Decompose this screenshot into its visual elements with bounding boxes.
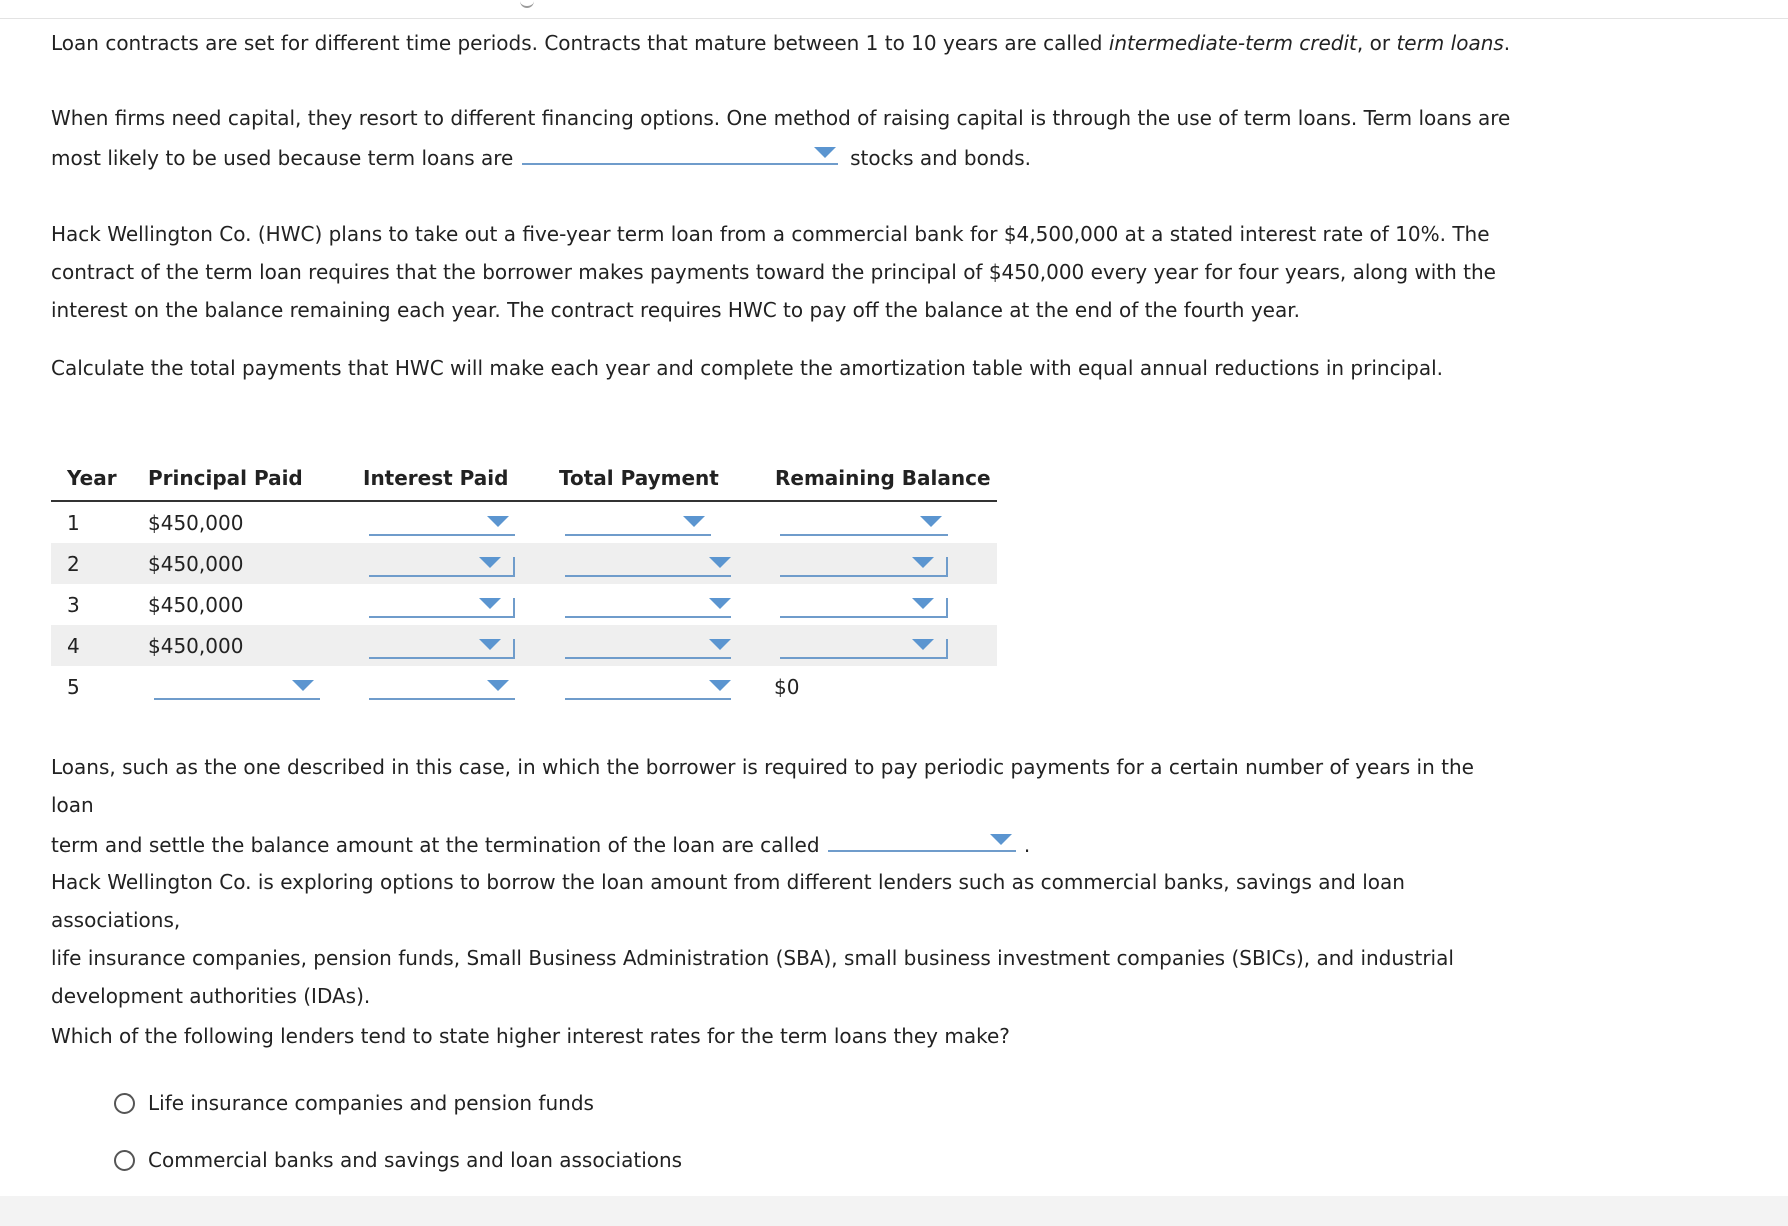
chevron-down-icon <box>920 516 942 527</box>
dropdown-edge <box>946 598 948 618</box>
rates-question <box>51 1017 1511 1055</box>
chevron-down-icon <box>709 557 731 568</box>
balance-dropdown-year-2[interactable] <box>780 549 948 577</box>
loans-question-line2-after: . <box>1023 833 1031 857</box>
financing-line1: When firms need capital, they resort to different financing options. One method of raising capital is through the use of term loans. Term loans are <box>51 106 1511 130</box>
dropdown-edge <box>946 639 948 659</box>
year-cell: 1 <box>67 511 80 535</box>
radio-button[interactable] <box>114 1093 135 1114</box>
option-label: Commercial banks and savings and loan associations <box>148 1148 683 1172</box>
financing-line2-before: most likely to be used because term loans are <box>51 146 514 170</box>
radio-button[interactable] <box>114 1150 135 1171</box>
financing-line2-after: stocks and bonds. <box>850 146 1031 170</box>
year-cell: 5 <box>67 675 80 699</box>
top-toolbar <box>0 0 1788 19</box>
header-interest-paid: Interest Paid <box>363 466 509 490</box>
interest-dropdown-year-4[interactable] <box>369 631 515 659</box>
scenario-line1: Hack Wellington Co. (HWC) plans to take out a five-year term loan from a commercial bank for $4,500,000 at a stated interest rate of 10%. The <box>51 222 1490 246</box>
lenders-line2: life insurance companies, pension funds, Small Business Administration (SBA), small business investment companies (SBICs), and industrial <box>51 946 1454 970</box>
financing-paragraph <box>51 99 1511 177</box>
interest-dropdown-year-5[interactable] <box>369 672 515 700</box>
intro-term-intermediate: intermediate-term credit <box>1108 31 1357 55</box>
chevron-down-icon <box>479 598 501 609</box>
scenario-paragraph <box>51 215 1511 329</box>
intro-paragraph <box>51 24 1511 62</box>
principal-cell: $450,000 <box>148 634 244 658</box>
chevron-down-icon <box>709 680 731 691</box>
loans-question-line2-before: term and settle the balance amount at the termination of the loan are called <box>51 833 820 857</box>
table-row-year-3 <box>51 584 997 625</box>
chevron-down-icon <box>479 639 501 650</box>
total-dropdown-year-1[interactable] <box>565 508 711 536</box>
option-commercial-banks-sl[interactable] <box>114 1148 682 1172</box>
scenario-line3: interest on the balance remaining each year. The contract requires HWC to pay off the balance at the end of the fourth year. <box>51 298 1300 322</box>
header-year: Year <box>67 466 117 490</box>
total-dropdown-year-5[interactable] <box>565 672 731 700</box>
scenario-line2: contract of the term loan requires that the borrower makes payments toward the principal of $450,000 every year for four years, along with the <box>51 260 1496 284</box>
chevron-down-icon <box>683 516 705 527</box>
dropdown-edge <box>946 557 948 577</box>
interest-dropdown-year-2[interactable] <box>369 549 515 577</box>
header-principal-paid: Principal Paid <box>148 466 303 490</box>
year-cell: 4 <box>67 634 80 658</box>
loan-type-dropdown[interactable] <box>828 824 1016 852</box>
intro-text-before: Loan contracts are set for different time periods. Contracts that mature between 1 to 10 years are called <box>51 31 1109 55</box>
dropdown-edge <box>513 598 515 618</box>
intro-text-end: . <box>1503 31 1511 55</box>
lenders-line1: Hack Wellington Co. is exploring options to borrow the loan amount from different lenders such as commercial banks, savings and loan associations, <box>51 870 1405 932</box>
dropdown-edge <box>513 639 515 659</box>
interest-dropdown-year-3[interactable] <box>369 590 515 618</box>
table-row-year-5 <box>51 666 997 707</box>
chevron-down-icon <box>912 639 934 650</box>
balance-dropdown-year-3[interactable] <box>780 590 948 618</box>
year-cell: 2 <box>67 552 80 576</box>
chevron-down-icon <box>912 598 934 609</box>
principal-cell: $450,000 <box>148 511 244 535</box>
instruction-line: Calculate the total payments that HWC will make each year and complete the amortization table with equal annual reductions in principal. <box>51 356 1443 380</box>
chevron-down-icon <box>479 557 501 568</box>
table-row-year-4 <box>51 625 997 666</box>
chevron-down-icon <box>709 598 731 609</box>
instruction-text <box>51 349 1511 387</box>
dropdown-edge <box>513 557 515 577</box>
balance-cell-year-5: $0 <box>774 675 800 699</box>
lenders-line3: development authorities (IDAs). <box>51 984 371 1008</box>
total-dropdown-year-4[interactable] <box>565 631 731 659</box>
term-loans-compare-dropdown[interactable] <box>522 137 838 165</box>
intro-term-loans: term loans <box>1396 31 1504 55</box>
header-total-payment: Total Payment <box>559 466 719 490</box>
principal-cell: $450,000 <box>148 593 244 617</box>
amortization-table <box>51 462 997 707</box>
interest-dropdown-year-1[interactable] <box>369 508 515 536</box>
chevron-down-icon <box>709 639 731 650</box>
year-cell: 3 <box>67 593 80 617</box>
option-label: Life insurance companies and pension funds <box>148 1091 594 1115</box>
lenders-paragraph <box>51 863 1511 1015</box>
bottom-bar <box>0 1196 1788 1226</box>
chevron-down-icon <box>487 680 509 691</box>
chevron-down-icon <box>292 680 314 691</box>
partial-icon <box>520 0 534 8</box>
header-remaining-balance: Remaining Balance <box>775 466 991 490</box>
balance-dropdown-year-4[interactable] <box>780 631 948 659</box>
loans-question-line1: Loans, such as the one described in this case, in which the borrower is required to pay periodic payments for a certain number of years in the loan <box>51 755 1474 817</box>
principal-dropdown-year-5[interactable] <box>154 672 320 700</box>
chevron-down-icon <box>814 147 836 158</box>
rates-question-prompt: Which of the following lenders tend to state higher interest rates for the term loans they make? <box>51 1024 1010 1048</box>
principal-cell: $450,000 <box>148 552 244 576</box>
option-life-insurance-pension[interactable] <box>114 1091 594 1115</box>
intro-text-mid: , or <box>1356 31 1397 55</box>
total-dropdown-year-3[interactable] <box>565 590 731 618</box>
loans-question-paragraph <box>51 748 1511 864</box>
chevron-down-icon <box>487 516 509 527</box>
table-row-year-2 <box>51 543 997 584</box>
chevron-down-icon <box>912 557 934 568</box>
table-header <box>51 462 997 502</box>
balance-dropdown-year-1[interactable] <box>780 508 948 536</box>
chevron-down-icon <box>990 834 1012 845</box>
total-dropdown-year-2[interactable] <box>565 549 731 577</box>
table-row-year-1 <box>51 502 997 543</box>
